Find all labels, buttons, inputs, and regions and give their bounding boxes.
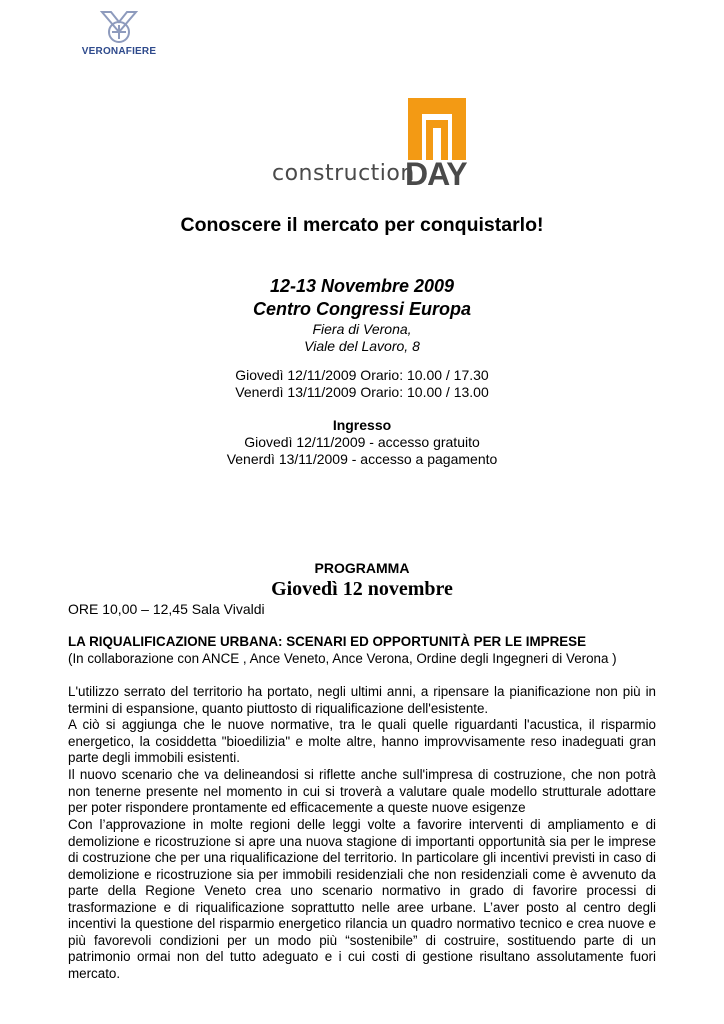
event-venue: Centro Congressi Europa <box>252 299 472 319</box>
event-dates: 12-13 Novembre 2009 <box>269 276 455 296</box>
entrance-label: Ingresso <box>332 417 392 433</box>
event-place-line2: Viale del Lavoro, 8 <box>304 338 420 354</box>
paragraph-1: L'utilizzo serrato del territorio ha portato, negli ultimi anni, a ripensare la pianificazione non più in termini di espansione, quanto piuttosto di riqualificazione dell'esistente. <box>68 684 656 716</box>
programma-label: PROGRAMMA <box>314 560 410 576</box>
event-schedule-friday: Venerdì 13/11/2009 Orario: 10.00 / 13.00 <box>235 384 489 400</box>
session-collaboration: (In collaborazione con ANCE , Ance Veneto, Ance Verona, Ordine degli Ingegneri di Verona ) <box>68 651 617 666</box>
entrance-thursday: Giovedì 12/11/2009 - accesso gratuito <box>244 434 480 450</box>
entrance-friday: Venerdì 13/11/2009 - accesso a pagamento <box>226 451 498 467</box>
paragraph-4: Con l’approvazione in molte regioni delle leggi volte a favorire interventi di ampliamento e di demolizione e ricostruzione si apre una nuova stagione di importanti opportunità sia per le imprese di costruzione che per una riqualificazione del territorio. In particolare gli incentivi previsti in caso di demolizione e ricostruzione sia per immobili residenziali che non residenziali come è avvenuto da parte della Regione Veneto crea uno scenario normativo in grado di favorire processi di trasformazione e di riqualificazione soprattutto nelle aree urbane. L’aver posto al centro degli incentivi la questione del risparmio energetico rilancia un quadro normativo tecnico e crea nuove e più favorevoli condizioni per un modo più “sostenibile” di costruire, sostituendo parte di un patrimonio ormai non del tutto adeguato e i cui costi di gestione risultano assolutamente fuori mercato. <box>68 817 656 981</box>
programma-day: Giovedì 12 novembre <box>271 578 453 600</box>
construction-day-logo <box>270 98 470 190</box>
session-time: ORE 10,00 – 12,45 Sala Vivaldi <box>68 601 265 617</box>
paragraph-3: Il nuovo scenario che va delineandosi si riflette anche sull'impresa di costruzione, che non potrà non tenerne presente nel momento in cui si troverà a valutare quale modello strutturale adottare per poter rispondere prontamente ed efficacemente a queste nuove esigenze <box>68 767 656 815</box>
event-place-line1: Fiera di Verona, <box>312 321 412 337</box>
construction-day-emblem-icon <box>408 98 466 160</box>
session-title: LA RIQUALIFICAZIONE URBANA: SCENARI ED OPPORTUNITÀ PER LE IMPRESE <box>68 634 587 649</box>
paragraph-2: A ciò si aggiunga che le nuove normative, tra le quali quelle riguardanti l'acustica, il risparmio energetico, la cosiddetta "bioedilizia" e molte altre, hanno improvvisamente reso inadeguati gran parte degli immobili esistenti. <box>68 717 656 765</box>
headline: Conoscere il mercato per conquistarlo! <box>180 214 544 236</box>
veronafiere-emblem-icon <box>68 8 170 48</box>
veronafiere-logo <box>68 8 170 60</box>
event-schedule-thursday: Giovedì 12/11/2009 Orario: 10.00 / 17.30 <box>235 367 489 383</box>
veronafiere-wordmark: VERONAFIERE <box>81 46 157 57</box>
construction-wordmark: construction <box>272 161 415 186</box>
day-wordmark: DAY <box>405 156 467 192</box>
